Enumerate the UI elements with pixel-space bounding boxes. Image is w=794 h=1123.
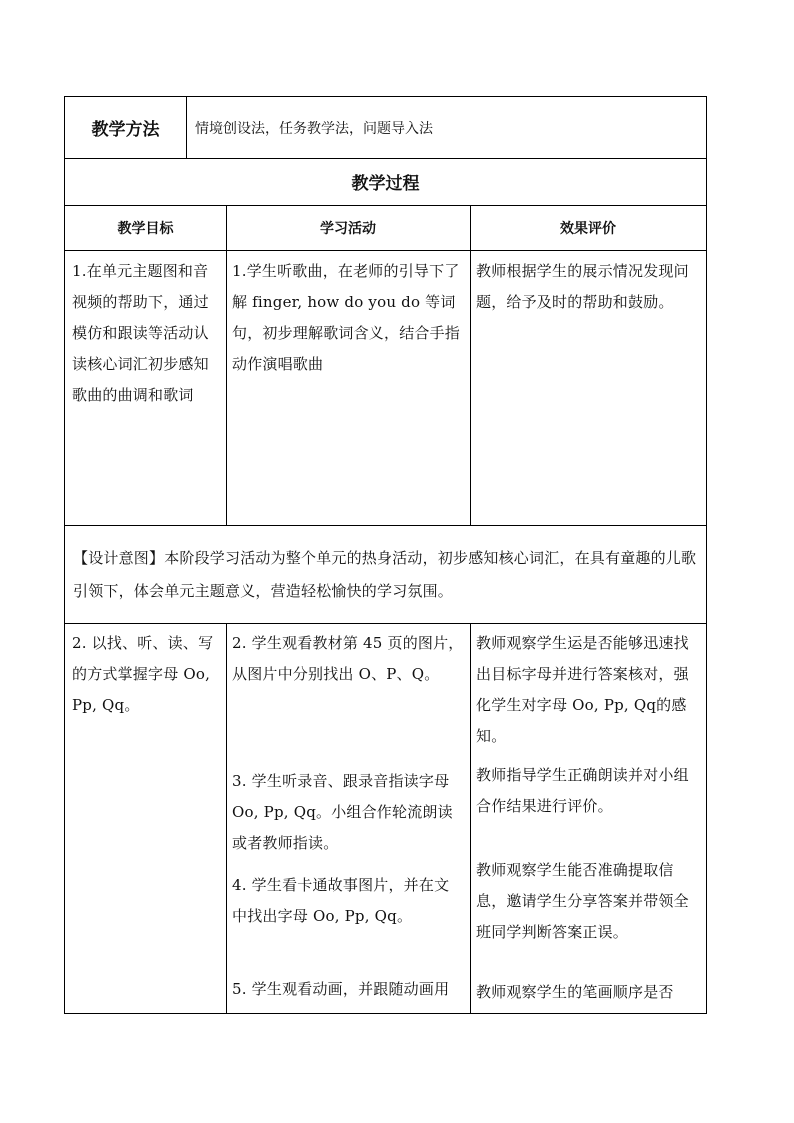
method-value: 情境创设法，任务教学法，问题导入法	[195, 120, 433, 137]
row-divider	[65, 250, 706, 251]
row2-activity-1: 2. 学生观看教材第 45 页的图片，从图片中分别找出 O、P、Q。	[232, 634, 464, 683]
column-divider	[226, 205, 227, 525]
row2-evaluation-3: 教师观察学生能否准确提取信息，邀请学生分享答案并带领全班同学判断答案正误。	[476, 861, 689, 941]
row1-goal: 1.在单元主题图和音视频的帮助下，通过模仿和跟读等活动认读核心词汇初步感知歌曲的曲调和歌词	[72, 262, 209, 404]
method-label: 教学方法	[91, 120, 160, 140]
lesson-plan-table	[64, 96, 707, 1014]
row2-evaluation-2: 教师指导学生正确朗读并对小组合作结果进行评价。	[476, 766, 689, 815]
column-divider	[470, 205, 471, 525]
row1-evaluation: 教师根据学生的展示情况发现问题，给予及时的帮助和鼓励。	[476, 262, 689, 311]
column-divider	[186, 97, 187, 158]
row2-evaluation-4: 教师观察学生的笔画顺序是否	[476, 983, 674, 1001]
row-divider	[65, 525, 706, 526]
header-goal: 教学目标	[117, 220, 174, 237]
row2-activity-4: 5. 学生观看动画，并跟随动画用	[232, 980, 450, 998]
design-intent: 【设计意图】本阶段学习活动为整个单元的热身活动，初步感知核心词汇，在具有童趣的儿歌引领下，体会单元主题意义，营造轻松愉快的学习氛围。	[73, 549, 697, 600]
row2-activity-3: 4. 学生看卡通故事图片，并在文中找出字母 Oo, Pp, Qq。	[232, 876, 450, 925]
header-activity: 学习活动	[320, 220, 376, 237]
row2-goal: 2. 以找、听、读、写的方式掌握字母 Oo, Pp, Qq。	[72, 634, 214, 714]
header-evaluation: 效果评价	[560, 220, 616, 237]
row2-activity-2: 3. 学生听录音、跟录音指读字母 Oo, Pp, Qq。小组合作轮流朗读或者教师指读。	[232, 772, 453, 852]
row1-activity: 1.学生听歌曲，在老师的引导下了解 finger, how do you do 等词句，初步理解歌词含义，结合手指动作演唱歌曲	[232, 262, 461, 373]
process-title: 教学过程	[351, 174, 420, 194]
row2-evaluation-1: 教师观察学生运是否能够迅速找出目标字母并进行答案核对，强化学生对字母 Oo, Pp, Qq的感知。	[476, 634, 689, 745]
column-divider	[226, 623, 227, 1013]
column-divider	[470, 623, 471, 1013]
row-divider	[65, 623, 706, 624]
